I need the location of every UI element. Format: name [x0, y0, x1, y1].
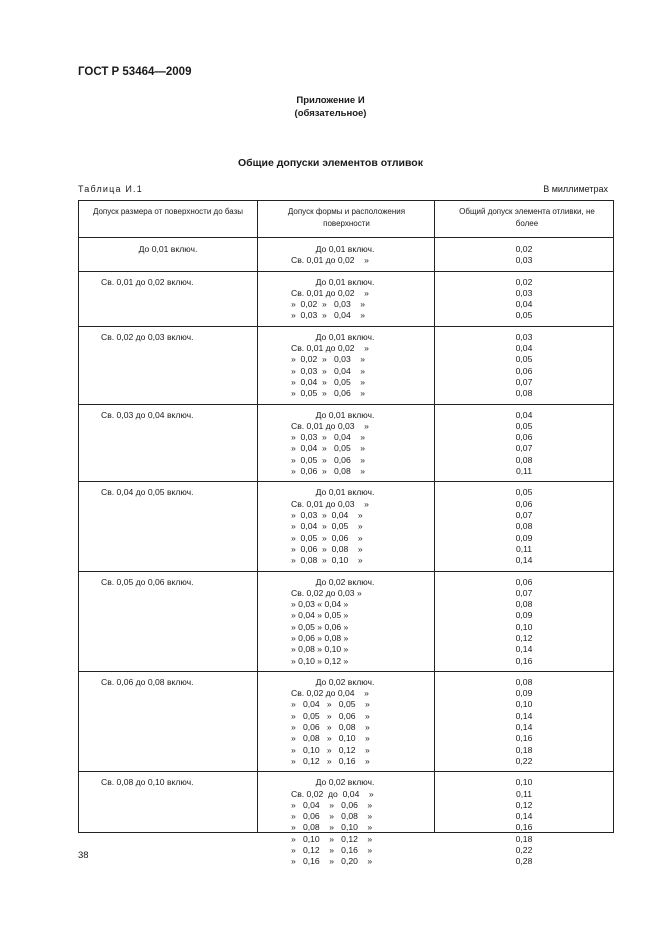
form-tolerance-cell [257, 777, 433, 867]
total-tolerance-value: 0,09 [515, 688, 533, 699]
row-divider [79, 571, 613, 572]
form-tolerance-line: » 0,03 » 0,04 » [291, 432, 366, 443]
total-tolerance-value: 0,10 [515, 621, 533, 632]
form-tolerance-line: Св. 0,02 до 0,04 » [291, 688, 369, 699]
col-header-size: Допуск размера от поверхности до базы [92, 207, 244, 216]
total-tolerance-value: 0,08 [515, 599, 533, 610]
form-tolerance-line: » 0,08 » 0,10 » [291, 822, 373, 833]
total-tolerance-value: 0,12 [515, 632, 533, 643]
form-tolerance-line: До 0,01 включ. [315, 487, 375, 498]
total-tolerance-cell [433, 410, 615, 478]
form-tolerance-cell [257, 677, 433, 767]
appendix-title: Приложение И [296, 95, 365, 106]
form-tolerance-line: До 0,02 включ. [315, 777, 375, 788]
total-tolerance-cell [433, 332, 615, 400]
total-tolerance-value: 0,04 [515, 343, 533, 354]
total-tolerance-value: 0,14 [515, 644, 533, 655]
form-tolerance-cell [257, 244, 433, 267]
size-tolerance-cell: Св. 0,02 до 0,03 включ. [101, 331, 194, 342]
form-tolerance-line: » 0,10 » 0,12 » [291, 833, 373, 844]
appendix-status: (обязательное) [294, 108, 367, 119]
form-tolerance-line: » 0,08 » 0,10 » [291, 644, 349, 655]
total-tolerance-value: 0,14 [515, 555, 533, 566]
table-units: В миллиметрах [543, 184, 608, 194]
total-tolerance-value: 0,18 [515, 744, 533, 755]
total-tolerance-value: 0,14 [515, 722, 533, 733]
form-tolerance-cell [257, 577, 433, 667]
col-header-total: Общий допуск элемента отливки, не более [459, 207, 595, 228]
total-tolerance-value: 0,07 [515, 587, 533, 598]
form-tolerance-line: Св. 0,02 до 0,03 » [291, 587, 362, 598]
total-tolerance-value: 0,05 [515, 420, 533, 431]
total-tolerance-value: 0,11 [515, 543, 533, 554]
form-tolerance-line: » 0,06 » 0,08 » [291, 466, 366, 477]
form-tolerance-line: Св. 0,01 до 0,03 » [291, 420, 369, 431]
form-tolerance-line: » 0,10 » 0,12 » [291, 744, 370, 755]
row-divider [79, 771, 613, 772]
page-number: 38 [78, 850, 89, 861]
form-tolerance-line: » 0,04 » 0,05 » [291, 376, 366, 387]
total-tolerance-value: 0,12 [515, 799, 533, 810]
total-tolerance-cell [433, 487, 615, 566]
form-tolerance-line: До 0,01 включ. [315, 409, 375, 420]
form-tolerance-line: До 0,02 включ. [315, 576, 375, 587]
total-tolerance-cell [433, 277, 615, 322]
row-divider [79, 271, 613, 272]
total-tolerance-value: 0,16 [515, 822, 533, 833]
form-tolerance-line: » 0,03 « 0,04 » [291, 599, 349, 610]
total-tolerance-value: 0,16 [515, 733, 533, 744]
row-divider [79, 481, 613, 482]
total-tolerance-value: 0,07 [515, 509, 533, 520]
form-tolerance-line: » 0,03 » 0,04 » [291, 365, 366, 376]
total-tolerance-value: 0,06 [515, 498, 533, 509]
form-tolerance-line: Св. 0,01 до 0,02 » [291, 287, 369, 298]
total-tolerance-cell [433, 677, 615, 767]
total-tolerance-value: 0,11 [515, 466, 533, 477]
total-tolerance-value: 0,28 [515, 856, 533, 867]
row-divider [79, 404, 613, 405]
size-tolerance-cell: Св. 0,03 до 0,04 включ. [101, 409, 194, 420]
document-code: ГОСТ Р 53464—2009 [78, 66, 192, 78]
total-tolerance-value: 0,06 [515, 365, 533, 376]
total-tolerance-value: 0,07 [515, 376, 533, 387]
form-tolerance-cell [257, 487, 433, 566]
form-tolerance-cell [257, 332, 433, 400]
total-tolerance-value: 0,04 [515, 299, 533, 310]
total-tolerance-value: 0,02 [515, 276, 533, 287]
total-tolerance-value: 0,06 [515, 576, 533, 587]
form-tolerance-line: До 0,02 включ. [315, 676, 375, 687]
total-tolerance-value: 0,14 [515, 811, 533, 822]
form-tolerance-line: » 0,04 » 0,05 » [291, 610, 349, 621]
total-tolerance-value: 0,05 [515, 310, 533, 321]
form-tolerance-line: » 0,02 » 0,03 » [291, 354, 366, 365]
form-tolerance-line: До 0,01 включ. [315, 331, 375, 342]
form-tolerance-line: » 0,10 » 0,12 » [291, 655, 349, 666]
form-tolerance-line: » 0,12 » 0,16 » [291, 755, 370, 766]
form-tolerance-line: Св. 0,02 до 0,04 » [291, 788, 374, 799]
total-tolerance-value: 0,06 [515, 432, 533, 443]
total-tolerance-value: 0,08 [515, 388, 533, 399]
form-tolerance-line: До 0,01 включ. [315, 244, 375, 254]
total-tolerance-value: 0,16 [515, 655, 533, 666]
form-tolerance-line: » 0,05 » 0,06 » [291, 532, 363, 543]
total-tolerance-value: 0,22 [515, 845, 533, 856]
total-tolerance-cell [433, 244, 615, 267]
size-tolerance-cell: Св. 0,06 до 0,08 включ. [101, 676, 194, 687]
total-tolerance-value: 0,22 [515, 755, 533, 766]
total-tolerance-cell [433, 577, 615, 667]
total-tolerance-value: 0,14 [515, 710, 533, 721]
form-tolerance-line: Св. 0,01 до 0,02 » [291, 255, 369, 266]
form-tolerance-line: » 0,03 » 0,04 » [291, 509, 363, 520]
form-tolerance-line: Св. 0,01 до 0,03 » [291, 498, 369, 509]
total-tolerance-value: 0,08 [515, 676, 533, 687]
form-tolerance-line: » 0,08 » 0,10 » [291, 555, 363, 566]
total-tolerance-value: 0,09 [515, 532, 533, 543]
total-tolerance-value: 0,05 [515, 354, 533, 365]
form-tolerance-line: » 0,06 » 0,08 » [291, 811, 373, 822]
form-tolerance-line: » 0,03 » 0,04 » [291, 310, 366, 321]
form-tolerance-cell [257, 277, 433, 322]
total-tolerance-value: 0,07 [515, 443, 533, 454]
size-tolerance-cell: Св. 0,05 до 0,06 включ. [101, 576, 194, 587]
header-divider [79, 237, 613, 238]
form-tolerance-line: » 0,02 » 0,03 » [291, 299, 366, 310]
col-header-form: Допуск формы и расположения поверхности [287, 207, 406, 228]
form-tolerance-line: » 0,04 » 0,05 » [291, 699, 370, 710]
form-tolerance-cell [257, 410, 433, 478]
form-tolerance-line: Св. 0,01 до 0,02 » [291, 343, 369, 354]
form-tolerance-line: » 0,08 » 0,10 » [291, 733, 370, 744]
table-title: Общие допуски элементов отливок [238, 157, 423, 169]
total-tolerance-value: 0,09 [515, 610, 533, 621]
total-tolerance-value: 0,04 [515, 409, 533, 420]
total-tolerance-value: 0,02 [515, 244, 533, 254]
size-tolerance-cell: Св. 0,04 до 0,05 включ. [101, 487, 194, 498]
size-tolerance-cell: Св. 0,01 до 0,02 включ. [101, 276, 194, 287]
total-tolerance-value: 0,03 [515, 331, 533, 342]
form-tolerance-line: » 0,06 » 0,08 » [291, 543, 363, 554]
form-tolerance-line: » 0,05 » 0,06 » [291, 454, 366, 465]
form-tolerance-line: До 0,01 включ. [315, 276, 375, 287]
form-tolerance-line: » 0,16 » 0,20 » [291, 856, 373, 867]
total-tolerance-cell [433, 777, 615, 867]
total-tolerance-value: 0,08 [515, 521, 533, 532]
form-tolerance-line: » 0,06 » 0,08 » [291, 722, 370, 733]
row-divider [79, 326, 613, 327]
size-tolerance-cell: До 0,01 включ. [138, 244, 198, 254]
form-tolerance-line: » 0,04 » 0,05 » [291, 521, 363, 532]
total-tolerance-value: 0,08 [515, 454, 533, 465]
total-tolerance-value: 0,03 [515, 255, 533, 266]
total-tolerance-value: 0,05 [515, 487, 533, 498]
table-label: Таблица И.1 [78, 184, 143, 194]
form-tolerance-line: » 0,12 » 0,16 » [291, 845, 373, 856]
row-divider [79, 671, 613, 672]
total-tolerance-value: 0,10 [515, 699, 533, 710]
total-tolerance-value: 0,18 [515, 833, 533, 844]
size-tolerance-cell: Св. 0,08 до 0,10 включ. [101, 777, 194, 788]
total-tolerance-value: 0,10 [515, 777, 533, 788]
total-tolerance-value: 0,03 [515, 287, 533, 298]
form-tolerance-line: » 0,04 » 0,05 » [291, 443, 366, 454]
form-tolerance-line: » 0,05 » 0,06 » [291, 621, 349, 632]
form-tolerance-line: » 0,06 » 0,08 » [291, 632, 349, 643]
total-tolerance-value: 0,11 [515, 788, 533, 799]
form-tolerance-line: » 0,05 » 0,06 » [291, 388, 366, 399]
form-tolerance-line: » 0,04 » 0,06 » [291, 799, 373, 810]
form-tolerance-line: » 0,05 » 0,06 » [291, 710, 370, 721]
